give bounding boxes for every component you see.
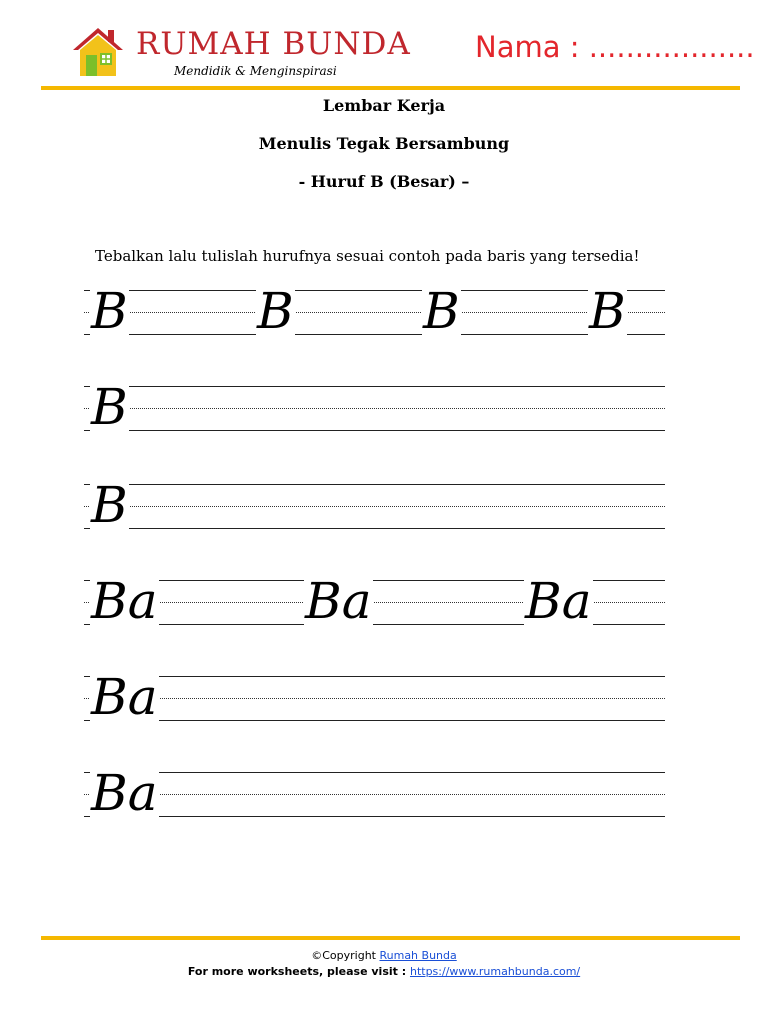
guide-line-bottom (84, 528, 665, 529)
practice-row (84, 572, 665, 630)
worksheet-subtitle: Menulis Tegak Bersambung (258, 134, 510, 153)
copyright-line (0, 949, 768, 962)
guide-line-bottom (84, 430, 665, 431)
footer-divider (41, 936, 740, 940)
guide-line-bottom (84, 816, 665, 817)
house-icon (70, 24, 126, 78)
copyright-link[interactable]: Rumah Bunda (379, 949, 457, 962)
worksheet-title: Lembar Kerja (322, 96, 446, 115)
guide-line-bottom (84, 720, 665, 721)
model-word: Ba (91, 668, 158, 726)
instruction-text: Tebalkan lalu tulislah hurufnya sesuai contoh pada baris yang tersedia! (95, 247, 640, 265)
model-word: Ba (525, 572, 592, 630)
copyright-text: ©Copyright (311, 949, 380, 962)
model-letter: B (423, 282, 460, 340)
brand-logo (70, 24, 411, 80)
brand-name: RUMAH BUNDA (136, 26, 411, 62)
header-divider (41, 86, 740, 90)
visit-line (0, 965, 768, 978)
guide-line-top (84, 772, 665, 773)
guide-line-mid (84, 312, 665, 313)
worksheet-letter-heading: - Huruf B (Besar) – (298, 172, 470, 191)
model-word: Ba (305, 572, 372, 630)
guide-line-top (84, 484, 665, 485)
model-letter: B (91, 476, 128, 534)
guide-line-mid (84, 698, 665, 699)
guide-line-top (84, 676, 665, 677)
brand-tagline: Mendidik & Menginspirasi (174, 64, 337, 78)
model-letter: B (257, 282, 294, 340)
guide-line-mid (84, 794, 665, 795)
practice-row (84, 282, 665, 340)
guide-line-top (84, 386, 665, 387)
name-field-label: Nama : .................. (475, 30, 755, 64)
model-letter: B (589, 282, 626, 340)
guide-line-mid (84, 506, 665, 507)
practice-row[interactable] (84, 668, 665, 726)
guide-line-top (84, 290, 665, 291)
practice-row[interactable] (84, 378, 665, 436)
model-letter: B (91, 282, 128, 340)
practice-row[interactable] (84, 764, 665, 822)
visit-text: For more worksheets, please visit : (187, 965, 410, 978)
website-link[interactable]: https://www.rumahbunda.com/ (409, 965, 581, 978)
model-word: Ba (91, 764, 158, 822)
guide-line-mid (84, 408, 665, 409)
guide-line-bottom (84, 334, 665, 335)
model-word: Ba (91, 572, 158, 630)
practice-row[interactable] (84, 476, 665, 534)
model-letter: B (91, 378, 128, 436)
